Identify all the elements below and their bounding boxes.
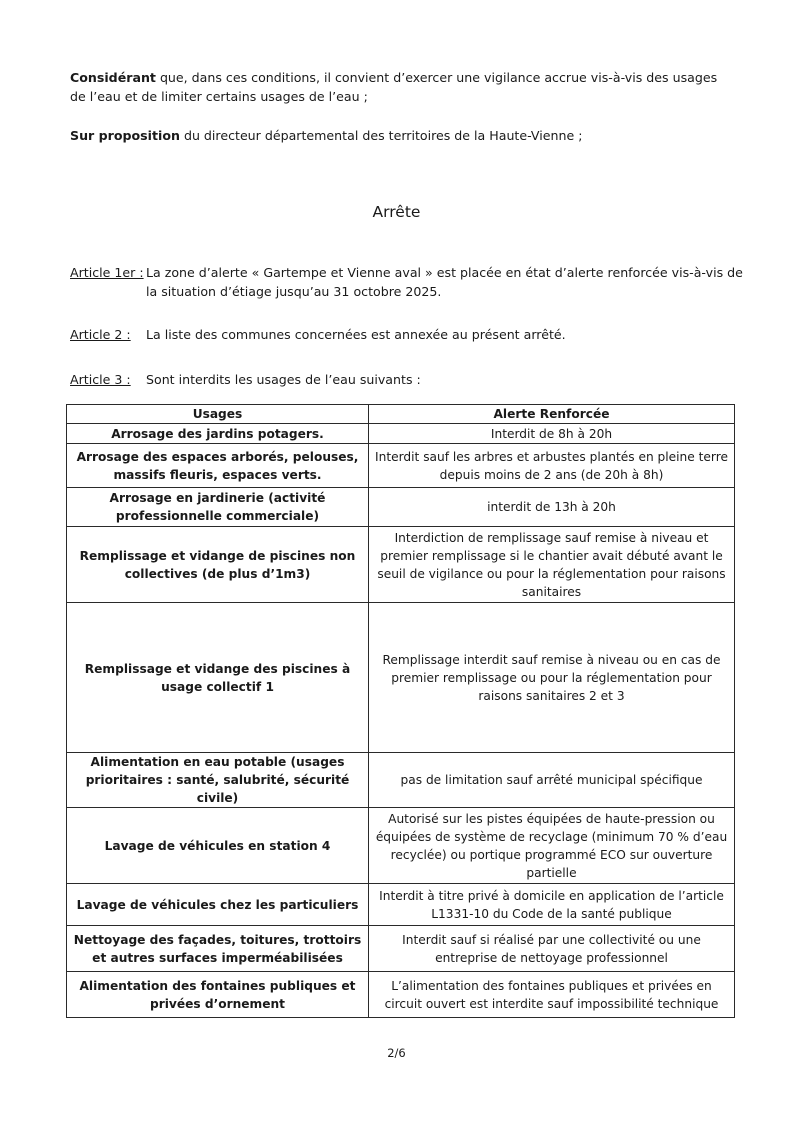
alert-cell: Interdiction de remplissage sauf remise à niveau et premier remplissage si le chantier avait débuté avant le seuil de vigilance ou pour la réglementation pour raisons sanitaires [369,527,735,603]
alert-cell: Interdit sauf les arbres et arbustes plantés en pleine terre depuis moins de 2 ans (de 20h à 8h) [369,444,735,488]
decree-title: Arrête [372,203,421,221]
article-2-text: La liste des communes concernées est annexée au présent arrêté. [146,327,566,342]
usage-cell: Arrosage des jardins potagers. [67,424,369,444]
alert-cell: Interdit sauf si réalisé par une collectivité ou une entreprise de nettoyage professionnel [369,926,735,972]
table-row [67,444,735,488]
proposition-keyword: Sur proposition [70,128,180,143]
usage-cell: Alimentation des fontaines publiques et privées d’ornement [67,972,369,1018]
proposition-text: du directeur départemental des territoires de la Haute-Vienne ; [179,128,583,143]
table-row [67,527,735,603]
alert-cell: Interdit à titre privé à domicile en application de l’article L1331-10 du Code de la santé publique [369,884,735,926]
alert-cell: Remplissage interdit sauf remise à niveau ou en cas de premier remplissage ou pour la réglementation pour raisons sanitaires 2 et 3 [369,603,735,753]
alert-cell: pas de limitation sauf arrêté municipal spécifique [369,753,735,808]
usage-cell: Remplissage et vidange des piscines à usage collectif 1 [67,603,369,753]
table-row [67,424,735,444]
table-row [67,808,735,884]
table-row [67,926,735,972]
article-1-text: La zone d’alerte « Gartempe et Vienne aval » est placée en état d’alerte renforcée vis-à-vis de la situation d’étiage jusqu’au 31 octobre 2025. [146,265,743,299]
header-alerte-renforcee: Alerte Renforcée [369,405,735,424]
alert-cell: Interdit de 8h à 20h [369,424,735,444]
header-usages: Usages [67,405,369,424]
table-row [67,884,735,926]
usage-cell: Arrosage en jardinerie (activité professionnelle commerciale) [67,488,369,527]
usage-cell: Alimentation en eau potable (usages prioritaires : santé, salubrité, sécurité civile) [67,753,369,808]
considerant-keyword: Considérant [70,70,156,85]
table-header-row [67,405,735,424]
proposition-paragraph [70,126,730,145]
article-2-label: Article 2 : [70,327,131,342]
alert-cell: interdit de 13h à 20h [369,488,735,527]
page-number: 2/6 [387,1046,406,1060]
water-usage-restrictions-table [66,404,735,1018]
table-row [67,603,735,753]
table-row [67,753,735,808]
considerant-paragraph [70,68,730,106]
table-row [67,488,735,527]
article-3-text: Sont interdits les usages de l’eau suivants : [146,372,421,387]
usage-cell: Nettoyage des façades, toitures, trottoirs et autres surfaces imperméabilisées [67,926,369,972]
alert-cell: L’alimentation des fontaines publiques et privées en circuit ouvert est interdite sauf impossibilité technique [369,972,735,1018]
considerant-text: que, dans ces conditions, il convient d’exercer une vigilance accrue vis-à-vis des usages de l’eau et de limiter certains usages de l’eau ; [70,70,718,104]
article-1-label: Article 1er : [70,265,144,280]
usage-cell: Remplissage et vidange de piscines non collectives (de plus d’1m3) [67,527,369,603]
usage-cell: Lavage de véhicules chez les particuliers [67,884,369,926]
alert-cell: Autorisé sur les pistes équipées de haute-pression ou équipées de système de recyclage (minimum 70 % d’eau recyclée) ou portique programmé ECO sur ouverture partielle [369,808,735,884]
usage-cell: Lavage de véhicules en station 4 [67,808,369,884]
article-3-label: Article 3 : [70,372,131,387]
table-row [67,972,735,1018]
usage-cell: Arrosage des espaces arborés, pelouses, massifs fleuris, espaces verts. [67,444,369,488]
